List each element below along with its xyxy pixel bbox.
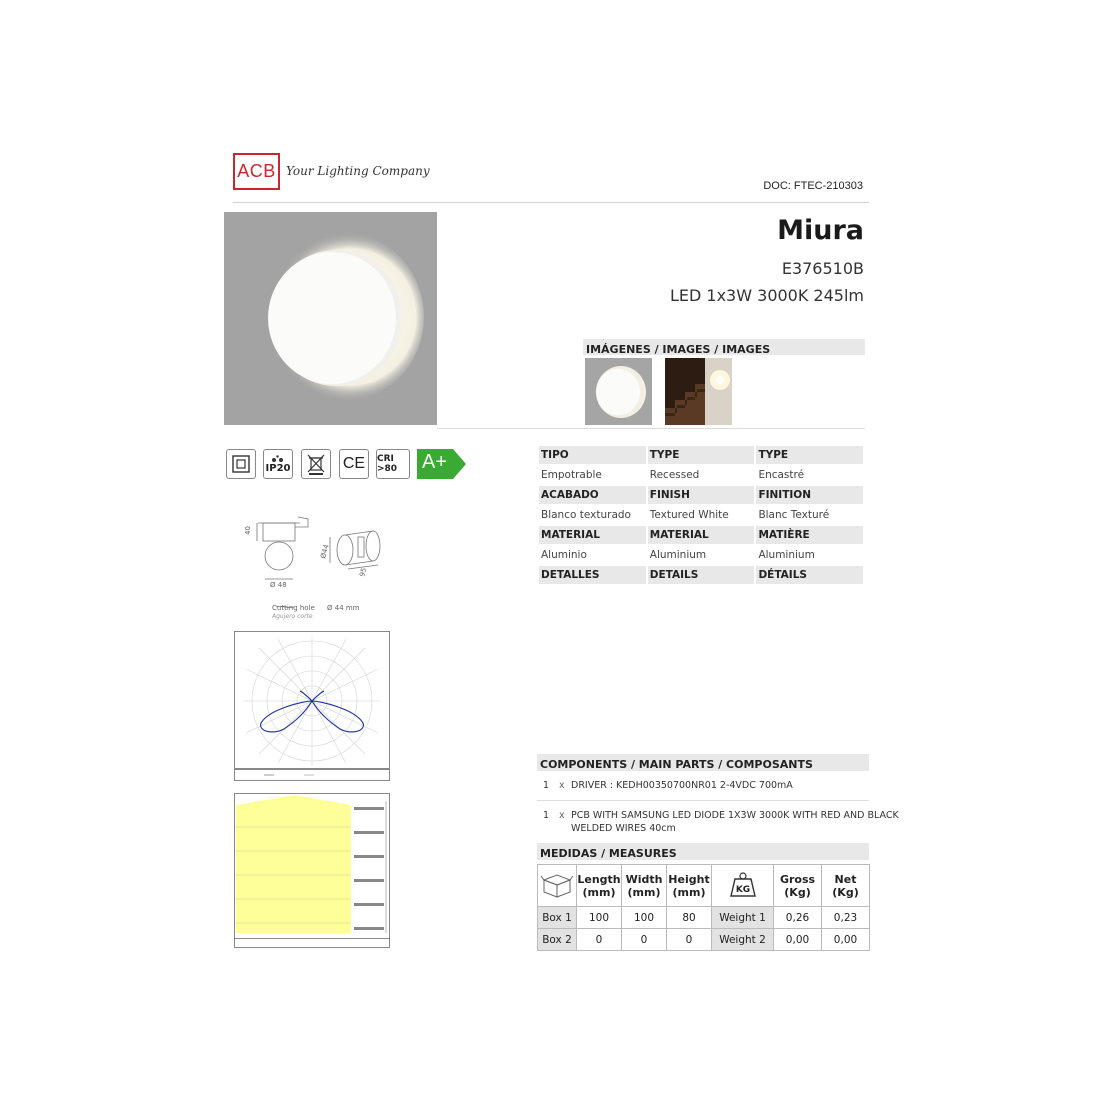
table-row [539, 546, 863, 564]
thumbnail-product[interactable] [585, 358, 652, 425]
images-section-title: IMÁGENES / IMAGES / IMAGES [583, 339, 865, 355]
table-row [539, 526, 863, 544]
component-x: x [559, 780, 565, 791]
doc-reference: DOC: FTEC-210303 [763, 180, 863, 192]
table-cell: 0,26 [774, 907, 822, 929]
illuminance-cone-diagram [234, 793, 390, 948]
lux-diagram-icon [234, 793, 390, 948]
table-header-cell: Net (Kg) [822, 865, 870, 907]
ip20-icon [263, 449, 293, 479]
energy-class-icon [417, 449, 467, 483]
table-cell: Encastré [758, 469, 805, 481]
technical-drawing-icon [230, 507, 390, 622]
kg-label: KG [735, 885, 750, 895]
logo-text: ACB [237, 161, 276, 181]
table-cell: 0 [667, 929, 712, 951]
table-cell: TIPO [539, 446, 646, 464]
table-header-cell: Width (mm) [622, 865, 667, 907]
product-code: E376510B [781, 259, 864, 278]
table-cell: FINISH [648, 486, 755, 504]
table-cell: 100 [622, 907, 667, 929]
table-cell: DETALLES [539, 566, 646, 584]
table-row [539, 466, 863, 484]
measures-table [537, 864, 870, 951]
table-cell: Aluminium [649, 549, 707, 561]
table-cell: 0 [622, 929, 667, 951]
cutting-size-label: Ø 44 mm [327, 604, 360, 612]
cri-icon [376, 449, 410, 479]
table-cell: Box 1 [538, 907, 577, 929]
table-row [539, 506, 863, 524]
table-cell: MATERIAL [648, 526, 755, 544]
table-cell: 0,23 [822, 907, 870, 929]
table-cell: Weight 2 [712, 929, 774, 951]
table-row [539, 566, 863, 584]
table-cell: DETAILS [648, 566, 755, 584]
kg-weight-icon [725, 870, 761, 898]
cutting-hole-es-label: Agujero corte [272, 613, 313, 620]
table-cell: TYPE [756, 446, 863, 464]
component-text: DRIVER : KEDH00350700NR01 2-4VDC 700mA [571, 780, 793, 791]
box-icon [540, 870, 574, 898]
thumbnail-ambient[interactable] [665, 358, 732, 425]
product-spec: LED 1x3W 3000K 245lm [669, 286, 864, 305]
table-cell: MATIÈRE [756, 526, 863, 544]
brand-logo [233, 153, 280, 190]
table-cell: 0,00 [822, 929, 870, 951]
components-section-title: COMPONENTS / MAIN PARTS / COMPOSANTS [537, 754, 869, 771]
table-cell: Blanc Texturé [758, 509, 830, 521]
stairs-scene-icon [665, 358, 732, 425]
product-thumb-icon [585, 358, 652, 425]
polar-light-distribution [234, 631, 390, 781]
weee-bin-icon [301, 449, 331, 479]
table-cell: Aluminio [541, 549, 587, 561]
table-cell: Blanco texturado [541, 509, 631, 521]
table-row [539, 446, 863, 464]
brand-tagline: Your Lighting Company [286, 164, 430, 178]
table-cell: Empotrable [541, 469, 602, 481]
component-text-continued: WELDED WIRES 40cm [571, 823, 676, 834]
cutting-hole-label: Cutting hole [272, 604, 315, 612]
table-cell: Box 2 [538, 929, 577, 951]
product-photo [224, 212, 437, 425]
table-cell: 0,00 [774, 929, 822, 951]
table-row [538, 929, 870, 951]
table-header-cell: Gross (Kg) [774, 865, 822, 907]
ce-label: CE [342, 455, 366, 472]
component-qty: 1 [543, 780, 550, 791]
component-item [543, 780, 793, 791]
measures-section-title: MEDIDAS / MEASURES [537, 843, 869, 860]
ip-rating-label: IP20 [265, 462, 291, 474]
table-cell: Aluminium [758, 549, 815, 561]
component-text: PCB WITH SAMSUNG LED DIODE 1X3W 3000K WITH RED AND BLACK [571, 810, 899, 821]
product-render-icon [224, 212, 437, 425]
table-row [538, 865, 870, 907]
cri-label: CRI >80 [377, 454, 398, 474]
dim-length-label: 95 [358, 566, 369, 578]
ce-mark-icon [339, 449, 369, 479]
polar-diagram-icon [234, 631, 390, 781]
dimension-drawing [230, 507, 390, 622]
table-cell: 0 [577, 929, 622, 951]
dim-diameter-label: Ø 48 [270, 581, 287, 589]
component-item [543, 810, 899, 821]
product-name: Miura [777, 215, 864, 246]
table-row [539, 486, 863, 504]
table-header-cell: Height (mm) [667, 865, 712, 907]
table-cell: 80 [667, 907, 712, 929]
box-icon-cell [538, 865, 577, 907]
table-row [538, 907, 870, 929]
component-x: x [559, 810, 565, 821]
header-divider [233, 202, 869, 203]
properties-table [537, 444, 865, 586]
table-cell: Weight 1 [712, 907, 774, 929]
table-cell: MATERIAL [539, 526, 646, 544]
info-divider [437, 428, 865, 429]
weight-icon-cell [712, 865, 774, 907]
table-header-cell: Length (mm) [577, 865, 622, 907]
table-cell: FINITION [756, 486, 863, 504]
recessed-icon [226, 449, 256, 479]
component-qty: 1 [543, 810, 550, 821]
dim-side-label: Ø44 [319, 543, 331, 560]
table-cell: TYPE [648, 446, 755, 464]
table-cell: Recessed [649, 469, 700, 481]
energy-class-label: A+ [422, 451, 448, 473]
dim-height-label: 40 [244, 526, 252, 535]
table-cell: 100 [577, 907, 622, 929]
table-cell: DÉTAILS [756, 566, 863, 584]
components-divider [537, 800, 869, 801]
table-cell: ACABADO [539, 486, 646, 504]
table-cell: Textured White [649, 509, 729, 521]
